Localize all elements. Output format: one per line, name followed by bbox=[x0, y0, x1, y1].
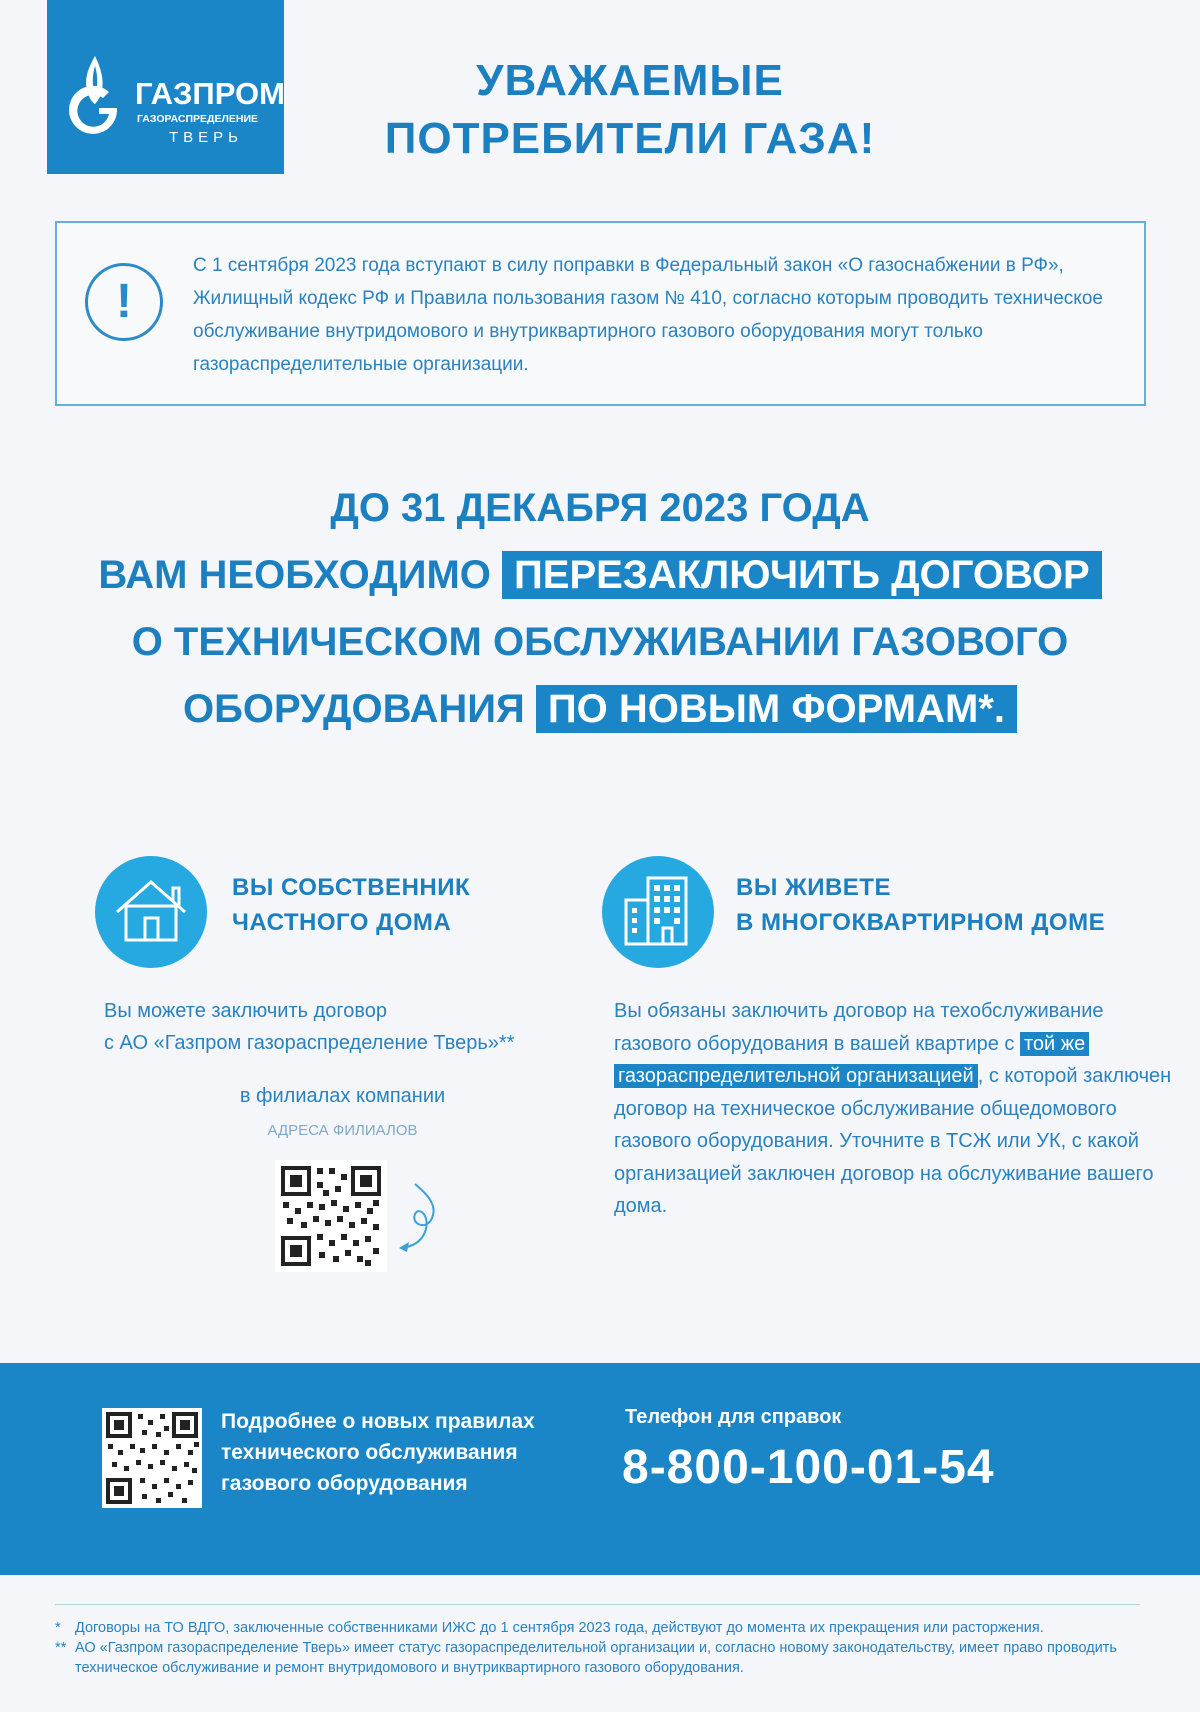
main-statement-line bbox=[60, 542, 1140, 609]
main-statement-highlight: ПЕРЕЗАКЛЮЧИТЬ ДОГОВОР bbox=[502, 551, 1102, 599]
footnote-mark: * bbox=[55, 1620, 61, 1636]
footnote-divider bbox=[55, 1604, 1140, 1605]
page-title-line: УВАЖАЕМЫЕ bbox=[476, 56, 784, 105]
apartment-text-part: , с которой заключен договор на техническое обслуживание общедомового газового оборудования. Уточните в ТСЖ или УК, с какой организацией заключен договор на обслуживание вашего дома. bbox=[614, 1065, 1172, 1217]
logo-subtitle: ГАЗОРАСПРЕДЕЛЕНИЕ bbox=[137, 113, 259, 125]
legal-notice-text: С 1 сентября 2023 года вступают в силу поправки в Федеральный закон «О газоснабжении в РФ», Жилищный кодекс РФ и Правила пользования газом № 410, согласно которым проводить техническое обслуживание внутридомового и внутриквартирного газового оборудования могут только газораспределительные организации. bbox=[193, 255, 1103, 375]
private-house-title-line: ВЫ СОБСТВЕННИК bbox=[232, 874, 471, 901]
footnotes bbox=[55, 1618, 1165, 1678]
main-statement-plain: ВАМ НЕОБХОДИМО bbox=[98, 553, 491, 597]
main-statement-line: ДО 31 ДЕКАБРЯ 2023 ГОДА bbox=[330, 486, 870, 530]
private-house-title-line: ЧАСТНОГО ДОМА bbox=[232, 909, 452, 936]
apartment-building-icon bbox=[602, 856, 714, 968]
private-house-text-line: с АО «Газпром газораспределение Тверь»** bbox=[104, 1032, 515, 1054]
branches-label: в филиалах компании bbox=[239, 1085, 446, 1107]
private-house-text bbox=[104, 995, 584, 1059]
footnote-text: АО «Газпром газораспределение Тверь» имеет статус газораспределительной организации и, согласно новому законодательству, имеет право проводить техническое обслуживание и ремонт внутридомового и внутриквартирного газового оборудования. bbox=[75, 1640, 1117, 1676]
curved-arrow-icon bbox=[395, 1180, 445, 1260]
more-info-line: газового оборудования bbox=[221, 1472, 468, 1495]
apartment-text-highlight: той же bbox=[1020, 1032, 1089, 1056]
footnote-text: Договоры на ТО ВДГО, заключенные собственниками ИЖС до 1 сентября 2023 года, действуют до момента их прекращения или расторжения. bbox=[75, 1620, 1044, 1636]
private-house-text-line: Вы можете заключить договор bbox=[104, 1000, 388, 1022]
company-logo bbox=[47, 0, 284, 174]
phone-label: Телефон для справок bbox=[625, 1406, 842, 1428]
main-statement bbox=[60, 475, 1140, 743]
exclamation-icon: ! bbox=[85, 263, 163, 341]
footnote bbox=[55, 1638, 1165, 1678]
branch-addresses-qr-code[interactable] bbox=[275, 1160, 387, 1272]
legal-notice-box bbox=[55, 221, 1146, 406]
more-info-line: Подробнее о новых правилах bbox=[221, 1410, 535, 1433]
footnote-mark: ** bbox=[55, 1640, 67, 1656]
flame-g-icon bbox=[65, 52, 135, 152]
page-title bbox=[300, 52, 960, 168]
apartment-text-highlight: газораспределительной организацией bbox=[614, 1064, 978, 1088]
more-info-text bbox=[221, 1406, 581, 1499]
rules-qr-code[interactable] bbox=[102, 1408, 202, 1508]
logo-city: ТВЕРЬ bbox=[169, 129, 244, 146]
footnote bbox=[55, 1618, 1165, 1638]
more-info-line: технического обслуживания bbox=[221, 1441, 518, 1464]
apartment-title-line: ВЫ ЖИВЕТЕ bbox=[736, 874, 891, 901]
house-icon bbox=[95, 856, 207, 968]
apartment-title-line: В МНОГОКВАРТИРНОМ ДОМЕ bbox=[736, 909, 1106, 936]
apartment-title bbox=[736, 870, 1105, 940]
apartment-text bbox=[614, 995, 1174, 1223]
logo-wordmark: ГАЗПРОМ bbox=[135, 76, 285, 111]
apartment-text-part: Вы обязаны заключить договор на техобслуживание газового оборудования в вашей квартире с bbox=[614, 1000, 1104, 1055]
phone-number[interactable]: 8-800-100-01-54 bbox=[622, 1441, 995, 1494]
main-statement-highlight: ПО НОВЫМ ФОРМАМ*. bbox=[536, 685, 1017, 733]
main-statement-plain: ОБОРУДОВАНИЯ bbox=[183, 687, 525, 731]
main-statement-line: О ТЕХНИЧЕСКОМ ОБСЛУЖИВАНИИ ГАЗОВОГО bbox=[131, 620, 1069, 664]
main-statement-line bbox=[60, 676, 1140, 743]
branch-addresses-label: АДРЕСА ФИЛИАЛОВ bbox=[267, 1122, 418, 1139]
private-house-title bbox=[232, 870, 470, 940]
page-title-line: ПОТРЕБИТЕЛИ ГАЗА! bbox=[384, 114, 876, 163]
